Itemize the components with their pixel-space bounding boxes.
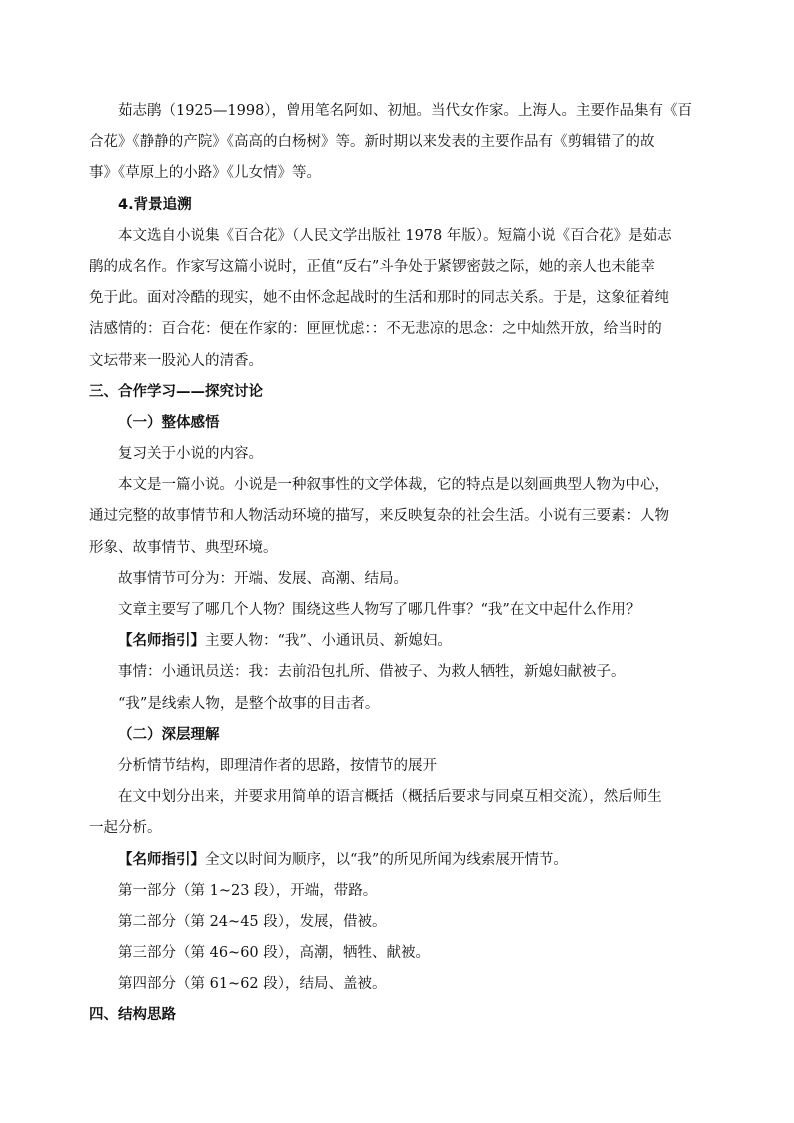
background-line-5: 文坛带来一股沁人的清香。 xyxy=(89,352,263,369)
teacher-tip-label: 【名师指引】 xyxy=(118,851,205,868)
review-line: 复习关于小说的内容。 xyxy=(118,446,263,463)
tip-characters-line xyxy=(89,626,703,657)
divide-line-1: 在文中划分出来，并要求用简单的语言概括（概括后要求与同桌互相交流），然后师生 xyxy=(118,789,662,806)
teacher-tip-label: 【名师指引】 xyxy=(118,633,205,650)
section-3-heading: 三、合作学习——探究讨论 xyxy=(89,383,263,400)
background-line-3: 免于此。面对冷酷的现实，她不由怀念起战时的生活和那时的同志关系。于是，这象征着纯 xyxy=(89,290,669,307)
novel-definition-line-1: 本文是一篇小说。小说是一种叙事性的文学体裁，它的特点是以刻画典型人物为中心， xyxy=(118,477,669,494)
narrator-role-line: “我”是线索人物，是整个故事的目击者。 xyxy=(118,695,380,712)
part-1-line: 第一部分（第 1~23 段），开端，带路。 xyxy=(118,882,378,899)
document-body xyxy=(89,96,703,1032)
structure-text: 全文以时间为顺序，以“我”的所见所闻为线索展开情节。 xyxy=(205,851,568,868)
subsection-1-heading: （一）整体感悟 xyxy=(118,414,220,431)
novel-definition-line-2: 通过完整的故事情节和人物活动环境的描写，来反映复杂的社会生活。小说有三要素：人物 xyxy=(89,508,669,525)
background-heading: 4.背景追溯 xyxy=(118,196,192,213)
part-3-line: 第三部分（第 46~60 段），高潮，牺牲、献被。 xyxy=(118,945,431,962)
divide-line-2: 一起分析。 xyxy=(89,820,162,837)
tip-structure-line xyxy=(89,845,703,876)
analyze-line: 分析情节结构，即理清作者的思路，按情节的展开 xyxy=(118,757,437,774)
author-bio-line-3: 事》《草原上的小路》《儿女情》等。 xyxy=(89,165,321,182)
part-2-line: 第二部分（第 24~45 段），发展，借被。 xyxy=(118,913,387,930)
section-4-heading: 四、结构思路 xyxy=(89,1007,176,1024)
characters-text: 主要人物：“我”、小通讯员、新媳妇。 xyxy=(205,633,452,650)
author-bio-line-1: 茹志鹃（1925—1998），曾用笔名阿如、初旭。当代女作家。上海人。主要作品集有《百 xyxy=(118,103,693,119)
author-bio-line-2: 合花》《静静的产院》《高高的白杨树》等。新时期以来发表的主要作品有《剪辑错了的故 xyxy=(89,134,655,151)
subsection-2-heading: （二）深层理解 xyxy=(118,726,220,743)
events-line: 事情：小通讯员送：我：去前沿包扎所、借被子、为救人牺牲，新媳妇献被子。 xyxy=(118,664,626,681)
background-line-2: 鹃的成名作。作家写这篇小说时，正值“反右”斗争处于紧锣密鼓之际，她的亲人也未能幸 xyxy=(89,258,655,275)
background-line-1: 本文选自小说集《百合花》（人民文学出版社 1978 年版）。短篇小说《百合花》是茹志 xyxy=(118,227,672,244)
background-line-4: 洁感情的：百合花：便在作家的：匣匣忧虑：：不无悲凉的思念：之中灿然开放，给当时的 xyxy=(89,321,662,338)
part-4-line: 第四部分（第 61~62 段），结局、盖被。 xyxy=(118,976,387,993)
question-line: 文章主要写了哪几个人物？围绕这些人物写了哪几件事？“我”在文中起什么作用？ xyxy=(118,602,641,618)
plot-stages-line: 故事情节可分为：开端、发展、高潮、结局。 xyxy=(118,570,408,587)
novel-definition-line-3: 形象、故事情节、典型环境。 xyxy=(89,539,278,556)
